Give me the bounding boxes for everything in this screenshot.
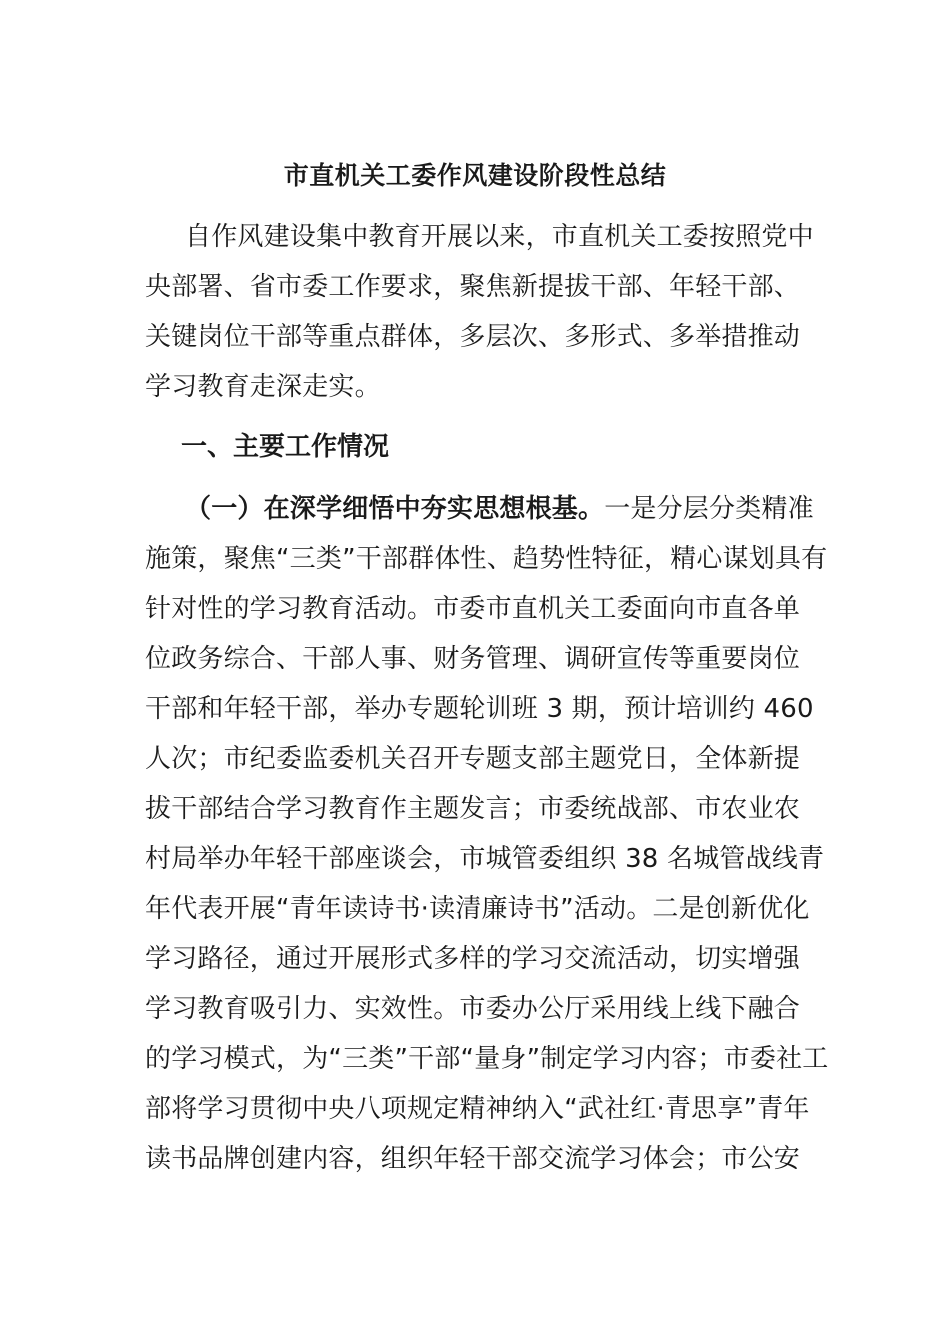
paragraph-text: 一是分层分类精准 — [604, 494, 814, 524]
paragraph-line: 自作风建设集中教育开展以来，市直机关工委按照党中 — [185, 222, 814, 252]
paragraph-line: 学习路径，通过开展形式多样的学习交流活动，切实增强 — [145, 944, 801, 974]
section-heading: 一、主要工作情况 — [181, 432, 390, 462]
paragraph-line: 村局举办年轻干部座谈会，市城管委组织 38 名城管战线青 — [145, 844, 825, 874]
section-paragraph — [145, 484, 829, 1184]
paragraph-line: 央部署、省市委工作要求，聚焦新提拔干部、年轻干部、 — [145, 272, 801, 302]
paragraph-line: 年代表开展“青年读诗书·读清廉诗书”活动。二是创新优化 — [145, 894, 810, 924]
paragraph-line: 位政务综合、干部人事、财务管理、调研宣传等重要岗位 — [145, 644, 801, 674]
paragraph-line: 拔干部结合学习教育作主题发言；市委统战部、市农业农 — [145, 794, 801, 824]
paragraph-line: 读书品牌创建内容，组织年轻干部交流学习体会；市公安 — [145, 1144, 801, 1174]
paragraph-line: 针对性的学习教育活动。市委市直机关工委面向市直各单 — [145, 594, 801, 624]
paragraph-line: 施策，聚焦“三类”干部群体性、趋势性特征，精心谋划具有 — [145, 544, 828, 574]
paragraph-line: 干部和年轻干部，举办专题轮训班 3 期，预计培训约 460 — [145, 694, 814, 724]
paragraph-line: 学习教育走深走实。 — [145, 372, 381, 402]
paragraph-line: 关键岗位干部等重点群体，多层次、多形式、多举措推动 — [145, 322, 801, 352]
paragraph-line: 人次；市纪委监委机关召开专题支部主题党日，全体新提 — [145, 744, 801, 774]
subsection-lead: （一）在深学细悟中夯实思想根基。 — [185, 494, 605, 524]
paragraph-line: 的学习模式，为“三类”干部“量身”制定学习内容；市委社工 — [145, 1044, 829, 1074]
paragraph-first-line — [145, 484, 814, 534]
intro-paragraph — [145, 212, 814, 412]
paragraph-line: 部将学习贯彻中央八项规定精神纳入“武社红·青思享”青年 — [145, 1094, 810, 1124]
paragraph-line: 学习教育吸引力、实效性。市委办公厅采用线上线下融合 — [145, 994, 801, 1024]
document-title: 市直机关工委作风建设阶段性总结 — [283, 161, 667, 190]
